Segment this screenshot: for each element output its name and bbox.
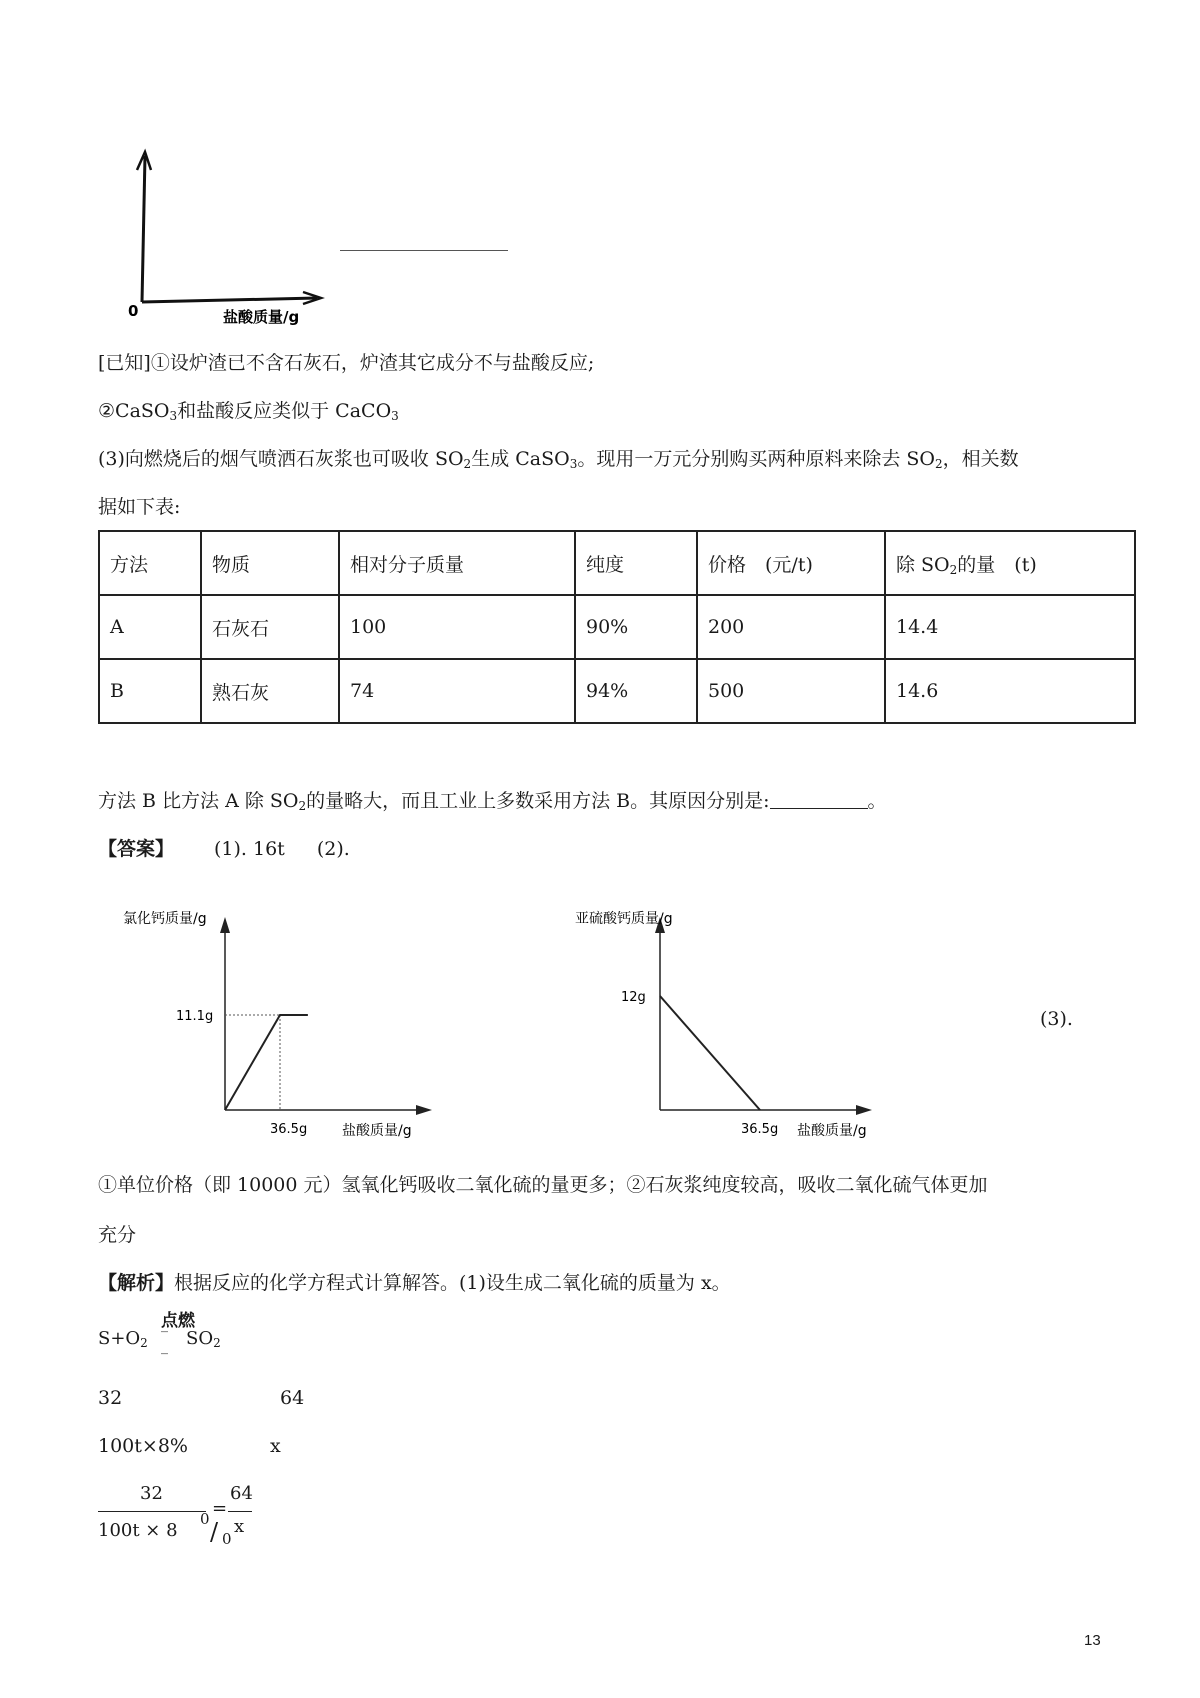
table-header-row [99,531,1135,595]
quantity-2: x [270,1435,281,1457]
chart1-y-arrow [220,917,230,933]
fraction-bar-2 [228,1511,252,1512]
table-row [99,595,1135,659]
known-line-1: [已知]①设炉渣已不含石灰石，炉渣其它成分不与盐酸反应; [98,352,595,374]
table-cell: 90% [575,595,697,659]
page-number: 13 [1084,1632,1101,1649]
question-text: 方法 B 比方法 A 除 $SO_2$的量略大，而且工业上多数采用方法 B。其原因分别是: 。 [98,790,887,813]
chart2-x-label: 盐酸质量/g [797,1123,867,1139]
answer-part-3: (3). [1040,1008,1073,1030]
answer-text-1: ①单位价格（即 10000 元）氢氧化钙吸收二氧化硫的量更多；②石灰浆纯度较高，吸收二氧化硫气体更加 [98,1174,988,1196]
sketch-origin: 0 [128,302,139,320]
molar-mass-1: 32 [98,1387,123,1409]
fraction-numerator-1: 32 [140,1483,163,1504]
equation-bar: ‾ [161,1330,168,1346]
sketch-answer-blank [340,250,508,251]
data-table [98,530,1136,724]
fraction-equals: = [212,1498,228,1519]
chart1-x-label: 盐酸质量/g [342,1123,412,1139]
q3-line-1: (3)向燃烧后的烟气喷洒石灰浆也可吸收 $SO_2$生成 CaSO$_3$。现用一万元分别购买两种原料来除去 $SO_2$，相关数 [98,448,1019,471]
equation-right: $SO_2$ [186,1328,221,1350]
table-cell: 14.6 [885,659,1135,723]
chart1-y-tick-label: 11.1g [176,1009,214,1024]
table-cell: A [99,595,201,659]
fraction-bar-1 [98,1511,206,1512]
equation-condition: 点燃 [161,1311,195,1331]
molar-mass-2: 64 [280,1387,305,1409]
table-cell: 熟石灰 [201,659,339,723]
sketch-graph [125,150,335,325]
fraction-denominator-2: x [234,1516,245,1537]
chart2-x-tick-label: 36.5g [741,1122,779,1137]
sketch-y-axis [142,156,145,302]
chart2-series-line [660,996,760,1110]
q3-line-2: 据如下表: [98,496,181,518]
equation [98,1311,221,1368]
chart1-y-label: 氯化钙质量/g [123,911,207,927]
answer-text-2: 充分 [98,1224,137,1246]
table-cell: 石灰石 [201,595,339,659]
table-row [99,659,1135,723]
table-cell: 74 [339,659,575,723]
sketch-x-label: 盐酸质量/g [223,308,300,326]
fraction-numerator-2: 64 [230,1483,253,1504]
equation-bar: ‾ [161,1352,168,1368]
chart1-x-arrow [416,1105,432,1115]
table-cell: 100 [339,595,575,659]
chart2-x-arrow [856,1105,872,1115]
fraction-denominator-1: 100t × 8 0 / 0 [98,1510,232,1548]
chart-calcium-sulfite [575,905,945,1140]
chart-calcium-chloride [110,905,470,1140]
answer-blank [770,790,868,809]
table-header-cell: 纯度 [575,531,697,595]
chart1-series-line [225,1015,308,1110]
analysis-line: 【解析】根据反应的化学方程式计算解答。(1)设生成二氧化硫的质量为 x。 [98,1272,731,1294]
table-cell: B [99,659,201,723]
answer-line: 【答案】 (1). 16t (2). [98,838,350,860]
known-line-2: ②CaSO$_3$和盐酸反应类似于 CaCO$_3$ [98,400,399,423]
table-cell: 500 [697,659,885,723]
table-cell: 200 [697,595,885,659]
table-cell: 94% [575,659,697,723]
quantity-1: 100t×8% [98,1435,188,1457]
table-header-cell: 相对分子质量 [339,531,575,595]
table-header-cell: 方法 [99,531,201,595]
table-cell: 14.4 [885,595,1135,659]
chart2-y-label: 亚硫酸钙质量/g [575,911,673,927]
table-header-cell: 物质 [201,531,339,595]
table-header-cell: 价格 (元/t) [697,531,885,595]
chart2-y-tick-label: 12g [621,990,646,1005]
sketch-x-axis [142,298,317,302]
table-header-cell: 除 $SO_2$的量 (t) [885,531,1135,595]
chart1-x-tick-label: 36.5g [270,1122,308,1137]
equation-left: $S+O_2$ [98,1328,148,1350]
